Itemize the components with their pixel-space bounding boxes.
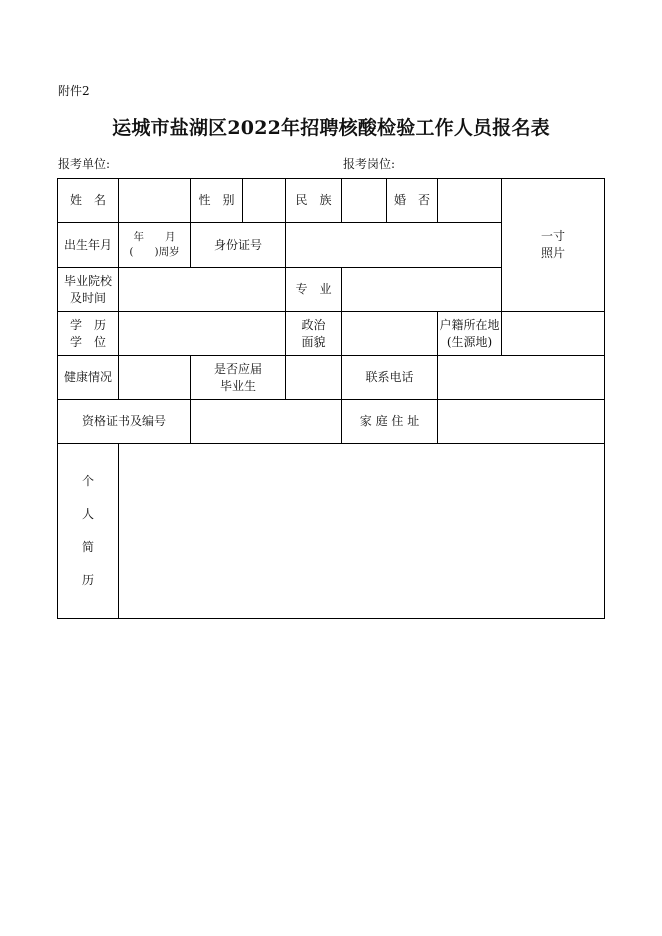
resume-field[interactable]: [119, 444, 605, 619]
id-number-label: 身份证号: [191, 223, 286, 268]
applying-post-label: 报考岗位:: [343, 157, 396, 171]
household-label: [438, 312, 502, 356]
marital-label: 婚 否: [387, 179, 438, 223]
phone-field[interactable]: [438, 356, 605, 400]
photo-label-line2: 照片: [540, 246, 565, 260]
major-label: 专 业: [286, 268, 342, 312]
birth-year-month: 年 月: [133, 231, 176, 243]
education-label-line2: 学 位: [69, 334, 106, 349]
school-label-line1: 毕业院校: [63, 273, 112, 288]
registration-table: [57, 178, 605, 619]
political-label-line1: 政治: [301, 317, 326, 332]
fresh-graduate-line1: 是否应届: [213, 361, 262, 376]
health-label: 健康情况: [58, 356, 119, 400]
name-field[interactable]: [119, 179, 191, 223]
form-title: 运城市盐湖区2022年招聘核酸检验工作人员报名表: [112, 117, 550, 139]
household-label-line2: (生源地): [446, 334, 493, 349]
education-label-line1: 学 历: [69, 317, 106, 332]
political-label-line2: 面貌: [301, 334, 326, 349]
political-label: [286, 312, 342, 356]
marital-field[interactable]: [438, 179, 502, 223]
address-label: 家 庭 住 址: [342, 400, 438, 444]
gender-field[interactable]: [243, 179, 286, 223]
resume-char-4: 历: [81, 573, 94, 587]
resume-char-2: 人: [81, 507, 94, 521]
certificate-field[interactable]: [191, 400, 342, 444]
photo-box[interactable]: [502, 179, 605, 312]
resume-char-3: 简: [81, 540, 94, 554]
address-field[interactable]: [438, 400, 605, 444]
resume-char-1: 个: [81, 474, 94, 488]
photo-label-line1: 一寸: [540, 229, 565, 243]
birth-label: 出生年月: [58, 223, 119, 268]
school-label-line2: 及时间: [69, 290, 106, 305]
education-label: [58, 312, 119, 356]
major-field[interactable]: [342, 268, 502, 312]
school-field[interactable]: [119, 268, 286, 312]
fresh-graduate-field[interactable]: [286, 356, 342, 400]
ethnicity-label: 民 族: [286, 179, 342, 223]
birth-age: ( )周岁: [129, 246, 180, 258]
id-number-field[interactable]: [286, 223, 502, 268]
fresh-graduate-line2: 毕业生: [219, 378, 256, 393]
name-label: 姓 名: [58, 179, 119, 223]
resume-label: [58, 444, 119, 619]
applying-unit-label: 报考单位:: [58, 157, 111, 171]
attachment-label: 附件2: [58, 84, 90, 98]
household-field[interactable]: [502, 312, 605, 356]
political-field[interactable]: [342, 312, 438, 356]
ethnicity-field[interactable]: [342, 179, 387, 223]
birth-field[interactable]: [119, 223, 191, 268]
education-field[interactable]: [119, 312, 286, 356]
household-label-line1: 户籍所在地: [439, 317, 500, 332]
gender-label: 性 别: [191, 179, 243, 223]
certificate-label: 资格证书及编号: [58, 400, 191, 444]
fresh-graduate-label: [191, 356, 286, 400]
health-field[interactable]: [119, 356, 191, 400]
school-label: [58, 268, 119, 312]
phone-label: 联系电话: [342, 356, 438, 400]
